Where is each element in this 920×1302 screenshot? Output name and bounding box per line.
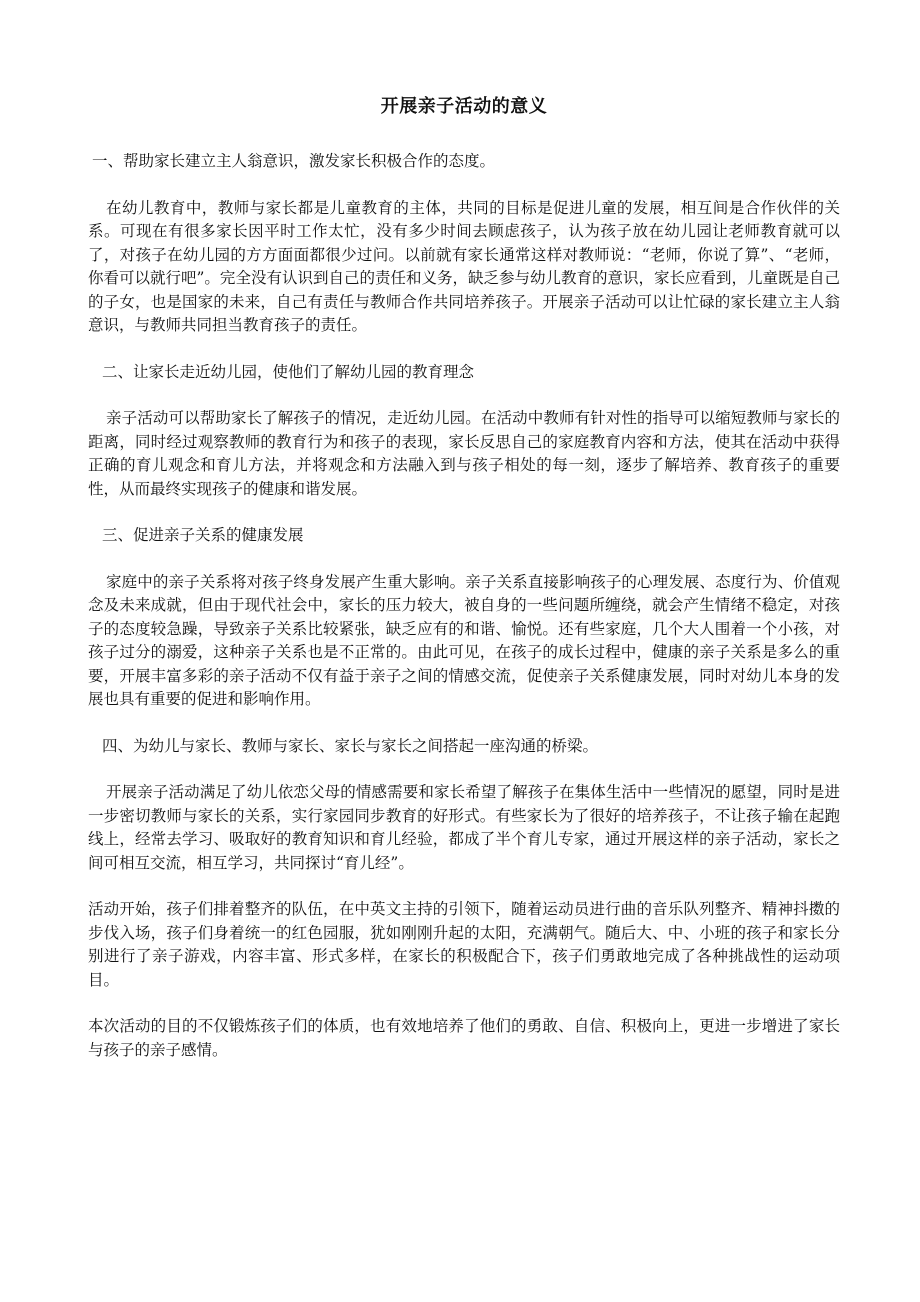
section-body-1: 在幼儿教育中，教师与家长都是儿童教育的主体，共同的目标是促进儿童的发展，相互间是合作伙伴的关系。可现在有很多家长因平时工作太忙，没有多少时间去顾虑孩子，认为孩子放在幼儿园让老师教育就可以了，对孩子在幼儿园的方方面面都很少过问。以前就有家长通常这样对教师说：“老师，你说了算”、“老师，你看可以就行吧”。完全没有认识到自己的责任和义务，缺乏参与幼儿教育的意识，家长应看到，儿童既是自己的子女，也是国家的未来，自己有责任与教师合作共同培养孩子。开展亲子活动可以让忙碌的家长建立主人翁意识，与教师共同担当教育孩子的责任。 <box>88 198 840 334</box>
section-body-4: 开展亲子活动满足了幼儿依恋父母的情感需要和家长希望了解孩子在集体生活中一些情况的愿望，同时是进一步密切教师与家长的关系，实行家园同步教育的好形式。有些家长为了很好的培养孩子，不让孩子输在起跑线上，经常去学习、吸取好的教育知识和育儿经验，都成了半个育儿专家，通过开展这样的亲子活动，家长之间可相互交流，相互学习，共同探讨“育儿经”。 <box>88 783 840 872</box>
section-body-3: 家庭中的亲子关系将对孩子终身发展产生重大影响。亲子关系直接影响孩子的心理发展、态度行为、价值观念及未来成就，但由于现代社会中，家长的压力较大，被自身的一些问题所缠绕，就会产生情绪不稳定，对孩子的态度较急躁，导致亲子关系比较紧张，缺乏应有的和谐、愉悦。还有些家庭，几个大人围着一个小孩，对孩子过分的溺爱，这种亲子关系也是不正常的。由此可见，在孩子的成长过程中，健康的亲子关系是多么的重要，开展丰富多彩的亲子活动不仅有益于亲子之间的情感交流，促使亲子关系健康发展，同时对幼儿本身的发展也具有重要的促进和影响作用。 <box>88 572 840 708</box>
closing-paragraph-2: 本次活动的目的不仅锻炼孩子们的体质，也有效地培养了他们的勇敢、自信、积极向上，更进一步增进了家长与孩子的亲子感情。 <box>88 1017 840 1059</box>
section-heading-1: 一、帮助家长建立主人翁意识，激发家长积极合作的态度。 <box>92 152 496 170</box>
section-heading-2: 二、让家长走近幼儿园，使他们了解幼儿园的教育理念 <box>102 362 475 381</box>
section-body-2: 亲子活动可以帮助家长了解孩子的情况，走近幼儿园。在活动中教师有针对性的指导可以缩短教师与家长的距离，同时经过观察教师的教育行为和孩子的表现，家长反思自己的家庭教育内容和方法，使其在活动中获得正确的育儿观念和育儿方法，并将观念和方法融入到与孩子相处的每一刻，逐步了解培养、教育孩子的重要性，从而最终实现孩子的健康和谐发展。 <box>88 409 840 498</box>
closing-paragraph-1: 活动开始，孩子们排着整齐的队伍，在中英文主持的引领下，随着运动员进行曲的音乐队列整齐、精神抖擞的步伐入场，孩子们身着统一的红色园服，犹如刚刚升起的太阳，充满朝气。随后大、中、小班的孩子和家长分别进行了亲子游戏，内容丰富、形式多样，在家长的积极配合下，孩子们勇敢地完成了各种挑战性的运动项目。 <box>88 900 840 989</box>
document-page <box>88 92 840 1085</box>
document-title: 开展亲子活动的意义 <box>380 96 548 117</box>
section-heading-4: 四、为幼儿与家长、教师与家长、家长与家长之间搭起一座沟通的桥梁。 <box>102 736 599 755</box>
section-heading-3: 三、促进亲子关系的健康发展 <box>102 526 304 544</box>
